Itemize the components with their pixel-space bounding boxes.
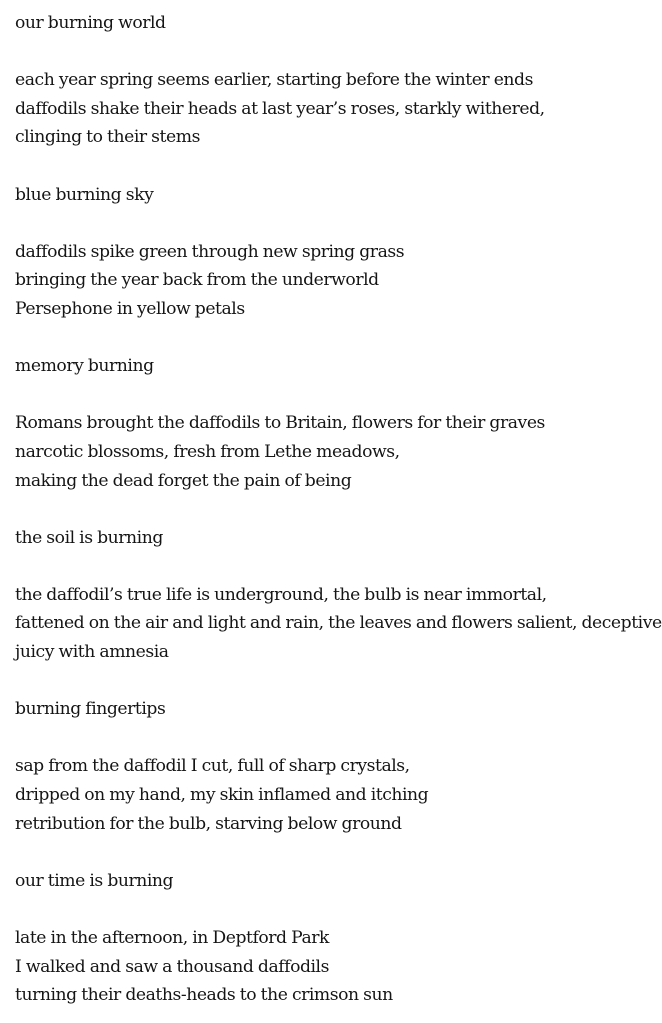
stanza-refrain: memory burning: [15, 356, 154, 377]
poem-line: fattened on the air and light and rain, the leaves and flowers salient, deceptive: [15, 613, 662, 634]
poem-line: turning their deaths-heads to the crimson sun: [15, 985, 393, 1006]
stanza-refrain: burning fingertips: [15, 699, 166, 720]
stanza-gap: [15, 152, 658, 181]
poem-line: making the dead forget the pain of being: [15, 470, 352, 491]
stanza-gap: [15, 209, 658, 238]
poem-line: retribution for the bulb, starving below ground: [15, 813, 402, 834]
poem-line: bringing the year back from the underworld: [15, 270, 379, 291]
stanza-gap: [15, 838, 658, 867]
stanza-gap: [15, 724, 658, 753]
stanza-gap: [15, 324, 658, 353]
poem-line: the daffodil’s true life is underground, the bulb is near immortal,: [15, 584, 547, 605]
poem-line: daffodils shake their heads at last year’s roses, starkly withered,: [15, 98, 545, 119]
poem-line: narcotic blossoms, fresh from Lethe meadows,: [15, 441, 400, 462]
poem-line: Persephone in yellow petals: [15, 298, 245, 319]
poem-line: sap from the daffodil I cut, full of sharp crystals,: [15, 756, 410, 777]
stanza-refrain: blue burning sky: [15, 184, 154, 205]
stanza-gap: [15, 667, 658, 696]
poem-line: dripped on my hand, my skin inflamed and itching: [15, 785, 429, 806]
stanza-gap: [15, 495, 658, 524]
stanza-gap: [15, 381, 658, 410]
stanza-refrain: our burning world: [15, 13, 166, 33]
poem-line: clinging to their stems: [15, 127, 200, 148]
poem-line: each year spring seems earlier, starting before the winter ends: [15, 70, 533, 91]
stanza-gap: [15, 895, 658, 924]
stanza-refrain: the soil is burning: [15, 527, 163, 548]
poem: [15, 9, 662, 1010]
stanza-gap: [15, 552, 658, 581]
poem-line: juicy with amnesia: [15, 642, 169, 663]
stanza-gap: [15, 38, 658, 67]
poem-line: I walked and saw a thousand daffodils: [15, 956, 329, 977]
poem-line: daffodils spike green through new spring grass: [15, 241, 405, 262]
poem-line: Romans brought the daffodils to Britain, flowers for their graves: [15, 413, 545, 434]
stanza-refrain: our time is burning: [15, 870, 174, 891]
poem-line: late in the afternoon, in Deptford Park: [15, 928, 329, 948]
